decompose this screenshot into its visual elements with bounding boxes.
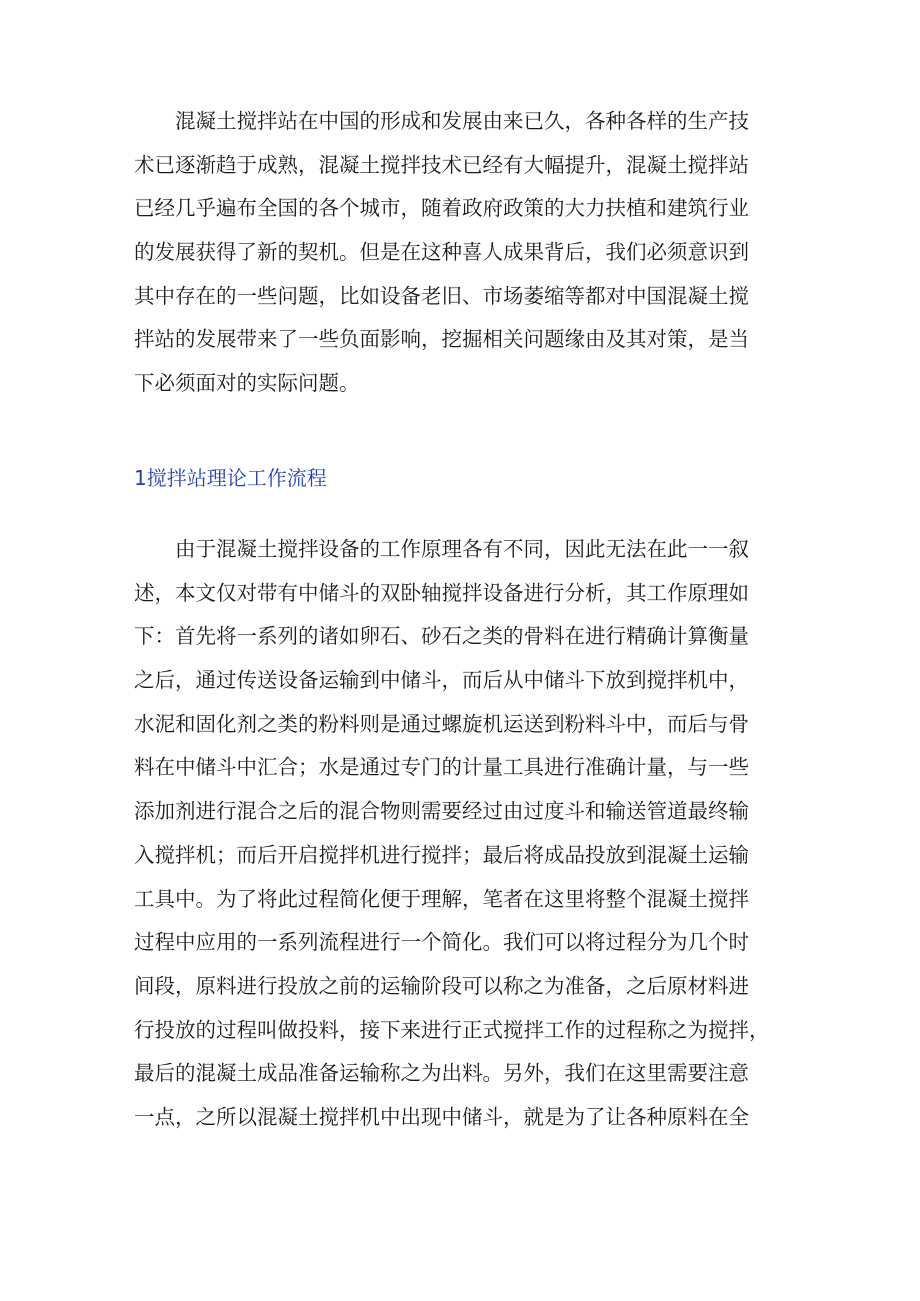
paragraph-line: 之后，通过传送设备运输到中储斗，而后从中储斗下放到搅拌机中， bbox=[134, 668, 749, 693]
section-heading: 1搅拌站理论工作流程 bbox=[134, 466, 327, 490]
paragraph-line: 述，本文仅对带有中储斗的双卧轴搅拌设备进行分析，其工作原理如 bbox=[134, 580, 749, 605]
paragraph-line: 水泥和固化剂之类的粉料则是通过螺旋机运送到粉料斗中，而后与骨 bbox=[134, 711, 749, 736]
paragraph-line: 过程中应用的一系列流程进行一个简化。我们可以将过程分为几个时 bbox=[134, 930, 749, 955]
paragraph-line: 料在中储斗中汇合；水是通过专门的计量工具进行准确计量，与一些 bbox=[134, 755, 749, 780]
paragraph-line: 下：首先将一系列的诸如卵石、砂石之类的骨料在进行精确计算衡量 bbox=[134, 624, 749, 649]
paragraph-line: 一点，之所以混凝土搅拌机中出现中储斗，就是为了让各种原料在全 bbox=[134, 1104, 749, 1129]
paragraph-line: 由于混凝土搅拌设备的工作原理各有不同，因此无法在此一一叙 bbox=[175, 537, 749, 561]
paragraph-line: 添加剂进行混合之后的混合物则需要经过由过度斗和输送管道最终输 bbox=[134, 799, 749, 824]
paragraph-line: 工具中。为了将此过程简化便于理解，笔者在这里将整个混凝土搅拌 bbox=[134, 886, 749, 911]
paragraph-line: 行投放的过程叫做投料，接下来进行正式搅拌工作的过程称之为搅拌， bbox=[134, 1017, 770, 1042]
intro-paragraph bbox=[134, 100, 749, 406]
workflow-paragraph bbox=[134, 528, 770, 1140]
paragraph-line: 下必须面对的实际问题。 bbox=[134, 371, 360, 396]
paragraph-line: 间段，原料进行投放之前的运输阶段可以称之为准备，之后原材料进 bbox=[134, 973, 749, 998]
paragraph-line: 其中存在的一些问题，比如设备老旧、市场萎缩等都对中国混凝土搅 bbox=[134, 283, 749, 308]
paragraph-line: 术已逐渐趋于成熟，混凝土搅拌技术已经有大幅提升，混凝土搅拌站 bbox=[134, 152, 749, 177]
paragraph-line: 拌站的发展带来了一些负面影响，挖掘相关问题缘由及其对策，是当 bbox=[134, 327, 749, 352]
paragraph-line: 混凝土搅拌站在中国的形成和发展由来已久，各种各样的生产技 bbox=[175, 109, 749, 133]
paragraph-line: 入搅拌机；而后开启搅拌机进行搅拌；最后将成品投放到混凝土运输 bbox=[134, 842, 749, 867]
paragraph-line: 已经几乎遍布全国的各个城市，随着政府政策的大力扶植和建筑行业 bbox=[134, 196, 749, 221]
paragraph-line: 最后的混凝土成品准备运输称之为出料。另外，我们在这里需要注意 bbox=[134, 1061, 749, 1086]
paragraph-line: 的发展获得了新的契机。但是在这种喜人成果背后，我们必须意识到 bbox=[134, 240, 749, 265]
